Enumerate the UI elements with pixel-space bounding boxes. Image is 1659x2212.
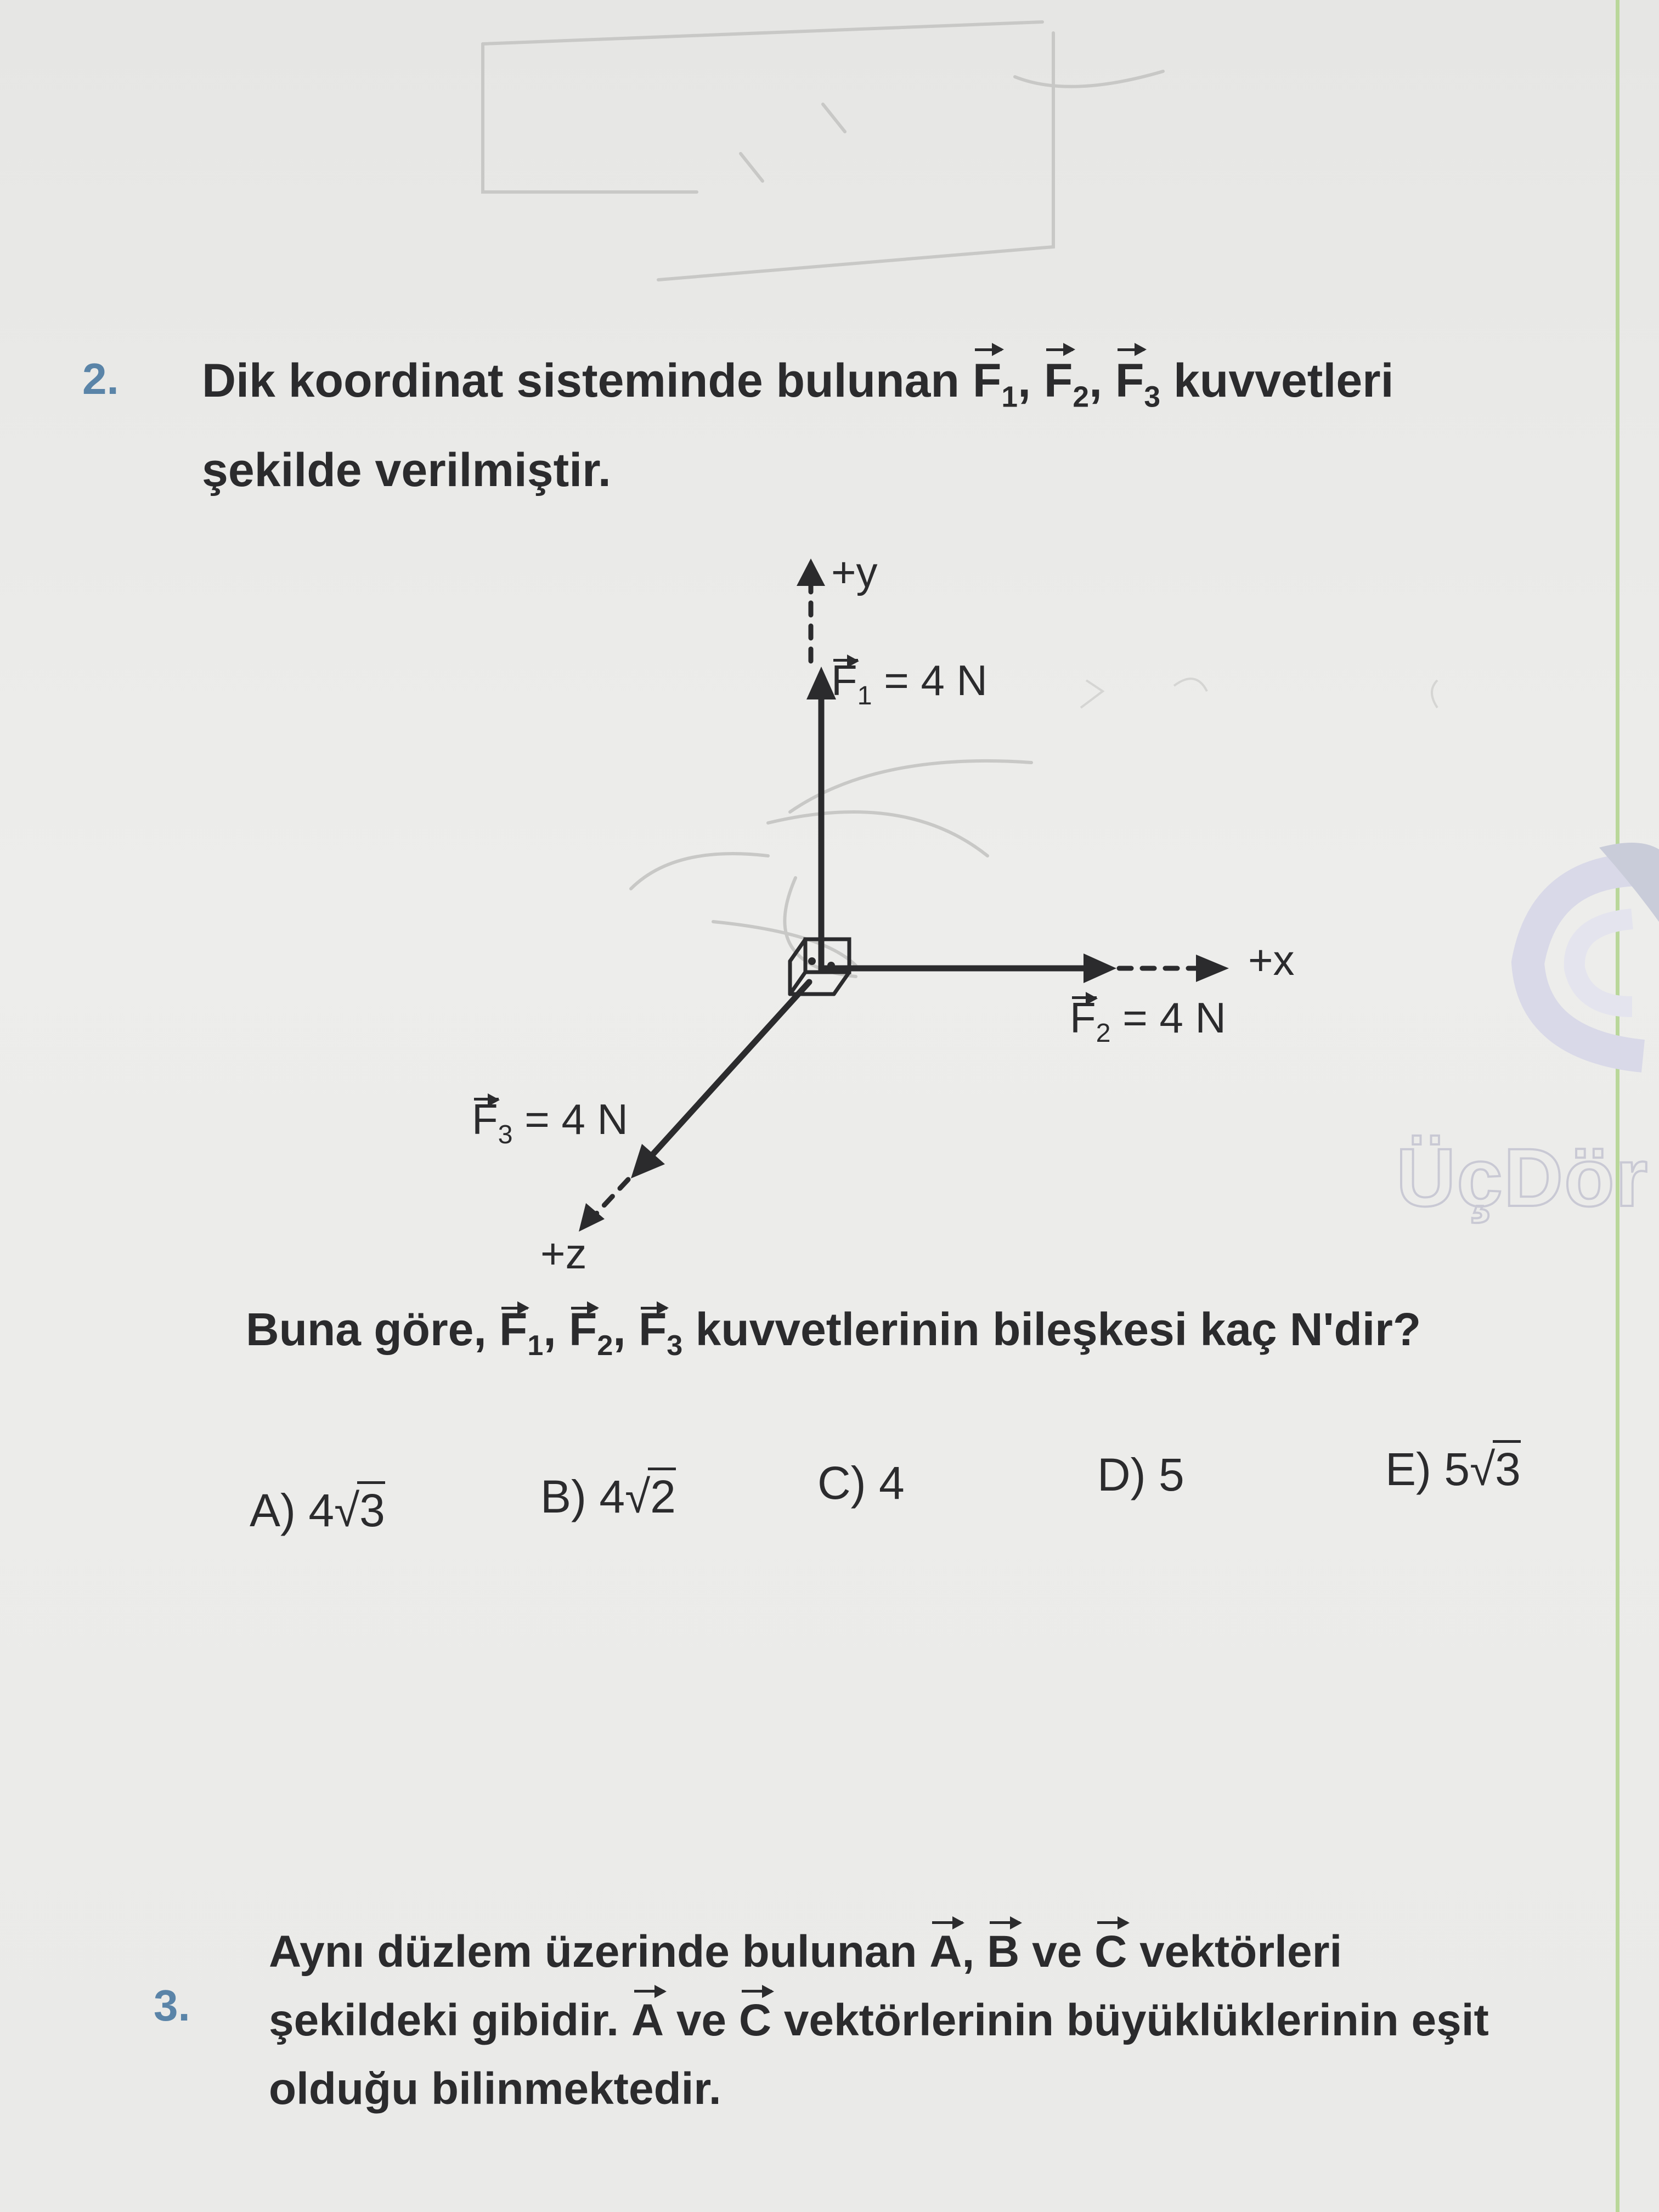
option-b[interactable]: B) 4√2 [540, 1468, 676, 1523]
vector-f2-symbol: F [1044, 345, 1073, 417]
question-3-line1: Aynı düzlem üzerinde bulunan A, B ve C vektörleri [269, 1917, 1489, 1986]
f2-arrowhead [1084, 953, 1116, 983]
f2-label: $F_2 = 4$ N [1070, 994, 1226, 1048]
question-2-stem-line2: şekilde verilmiştir. [202, 443, 611, 496]
option-e[interactable]: E) 5√3 [1385, 1440, 1521, 1496]
option-c[interactable]: C) 4 [817, 1457, 905, 1509]
vector-f1-symbol: F [973, 345, 1002, 417]
watermark-text: ÜçDör [1396, 1131, 1649, 1223]
question-3-number: 3. [154, 1981, 190, 2030]
option-a[interactable]: A) 4√3 [250, 1481, 385, 1537]
question-3-line2: şekildeki gibidir. A ve C vektörlerinin büyüklüklerinin eşit [269, 1986, 1489, 2055]
option-d[interactable]: D) 5 [1097, 1449, 1184, 1500]
z-axis-arrowhead [579, 1203, 605, 1232]
x-axis-arrowhead [1196, 955, 1229, 982]
axis-y-label: +y [831, 548, 878, 596]
question-2-stem-line1: Dik koordinat sisteminde bulunan $F_1$, $F_2$, $F_3$ kuvvetleri [202, 345, 1394, 434]
axis-z-label: +z [540, 1229, 587, 1278]
axis-x-label: +x [1248, 936, 1295, 984]
f3-vector-line [647, 982, 809, 1160]
question-2-prompt: Buna göre, $F_1$, $F_2$, $F_3$ kuvvetlerinin bileşkesi kaç N'dir? [246, 1304, 1421, 1362]
question-3-line3: olduğu bilinmektedir. [269, 2064, 721, 2114]
y-axis-arrowhead [797, 558, 825, 586]
vector-f3-symbol: F [1115, 345, 1144, 417]
question-2-number: 2. [82, 354, 119, 403]
question-3-stem [269, 1917, 1489, 2123]
f3-label: $F_3 = 4$ N [472, 1095, 628, 1149]
f1-label: $F_1 = 4$ N [831, 656, 988, 710]
